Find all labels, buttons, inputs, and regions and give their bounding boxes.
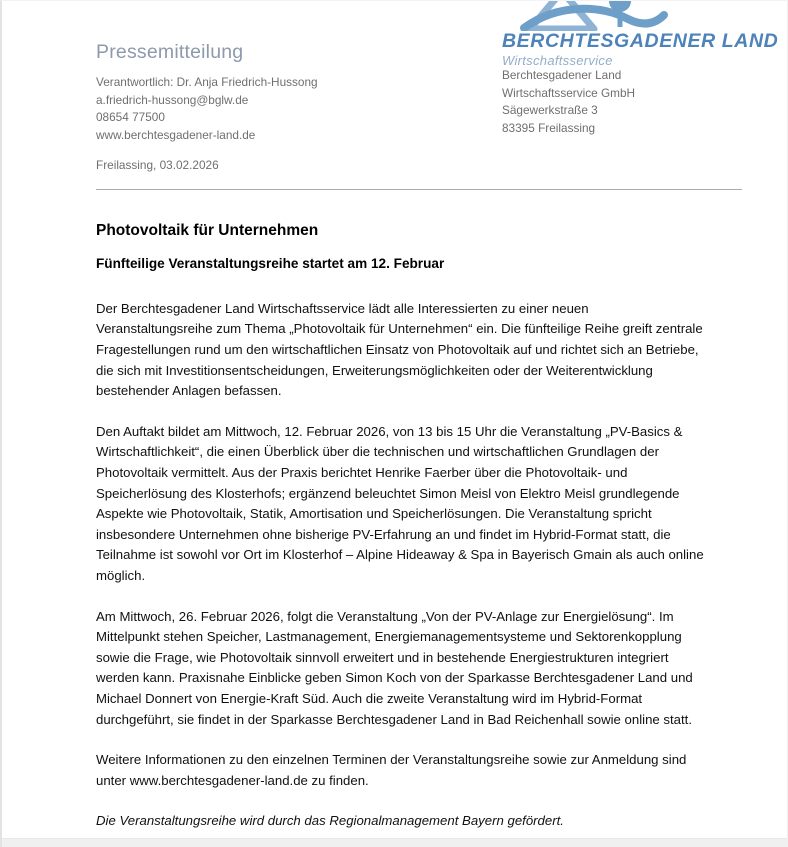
address-line-1: Berchtesgadener Land bbox=[502, 68, 622, 82]
header-divider bbox=[96, 189, 742, 190]
contact-email[interactable]: a.friedrich-hussong@bglw.de bbox=[96, 92, 249, 107]
address-line-2: Wirtschaftsservice GmbH bbox=[502, 85, 636, 100]
funding-footnote: Die Veranstaltungsreihe wird durch das Regionalmanagement Bayern gefördert. bbox=[96, 813, 564, 829]
dateline: Freilassing, 03.02.2026 bbox=[96, 158, 219, 172]
body-paragraph: Weitere Informationen zu den einzelnen Terminen der Veranstaltungsreihe sowie zur Anmeldung sind unter www.berchtesgadener-land.de zu finden. bbox=[96, 752, 687, 788]
body-paragraph: Der Berchtesgadener Land Wirtschaftsservice lädt alle Interessierten zu einer neuen Veranstaltungsreihe zum Thema „Photovoltaik für Unternehmen“ ein. Die fünfteilige Reihe greift zentrale Fragestellungen rund um den wirtschaftlichen Einsatz von Photovoltaik auf und richtet sich an Betriebe, die sich mit Investitionsentscheidungen, Erweiterungsmöglichkeiten oder der Weiterentwicklung bestehender Anlagen befassen. bbox=[96, 300, 703, 399]
body-paragraph: Am Mittwoch, 26. Februar 2026, folgt die Veranstaltung „Von der PV-Anlage zur Energielösung“. Im Mittelpunkt stehen Speicher, Lastmanagement, Energiemanagementsysteme und Sektorenkopplung sowie die Frage, wie Photovoltaik sinnvoll erweitert und in bestehende Energiestrukturen integriert werden kann. Praxisnahe Einblicke geben Simon Koch von der Sparkasse Berchtesgadener Land und Michael Donnert von Energie-Kraft Süd. Auch die zweite Veranstaltung wird im Hybrid-Format durchgeführt, sie findet in der Sparkasse Berchtesgadener Land in Bad Reichenhall sowie online statt. bbox=[96, 608, 693, 727]
organization-logo bbox=[502, 0, 779, 69]
contact-block bbox=[96, 74, 739, 144]
contact-phone[interactable]: 08654 77500 bbox=[96, 110, 165, 125]
organization-address bbox=[502, 67, 635, 137]
page-title: Pressemitteilung bbox=[96, 41, 244, 63]
logo-subtitle: Wirtschaftsservice bbox=[502, 53, 613, 69]
address-line-3: Sägewerkstraße 3 bbox=[502, 103, 598, 117]
page-bottom-band bbox=[2, 838, 787, 847]
mountain-river-logo-icon bbox=[516, 0, 686, 31]
logo-wordmark: BERCHTESGADENER LAND bbox=[502, 30, 779, 52]
article-headline: Photovoltaik für Unternehmen bbox=[96, 222, 319, 239]
body-paragraph: Den Auftakt bildet am Mittwoch, 12. Februar 2026, von 13 bis 15 Uhr die Veranstaltung „PV-Basics & Wirtschaftlichkeit“, die einen Überblick über die technischen und wirtschaftlichen Grundlagen der Photovoltaik vermittelt. Aus der Praxis berichtet Henrike Faerber über die Photovoltaik- und Speicherlösung des Klosterhofs; ergänzend beleuchtet Simon Meisl von Elektro Meisl grundlegende Aspekte wie Photovoltaik, Statik, Amortisation und Speicherlösungen. Die Veranstaltung spricht insbesondere Unternehmen ohne bisherige PV-Erfahrung an und findet im Hybrid-Format statt, die Teilnahme ist sowohl vor Ort im Klosterhof – Alpine Hideaway & Spa in Bayerisch Gmain als auch online möglich. bbox=[96, 423, 704, 583]
article-body bbox=[96, 299, 706, 832]
address-line-4: 83395 Freilassing bbox=[502, 120, 596, 135]
contact-responsible: Verantwortlich: Dr. Anja Friedrich-Hussong bbox=[96, 75, 318, 90]
document-header bbox=[96, 1, 779, 142]
contact-website[interactable]: www.berchtesgadener-land.de bbox=[96, 127, 256, 142]
article-subheadline: Fünfteilige Veranstaltungsreihe startet am 12. Februar bbox=[96, 256, 445, 272]
page-content bbox=[2, 1, 787, 847]
